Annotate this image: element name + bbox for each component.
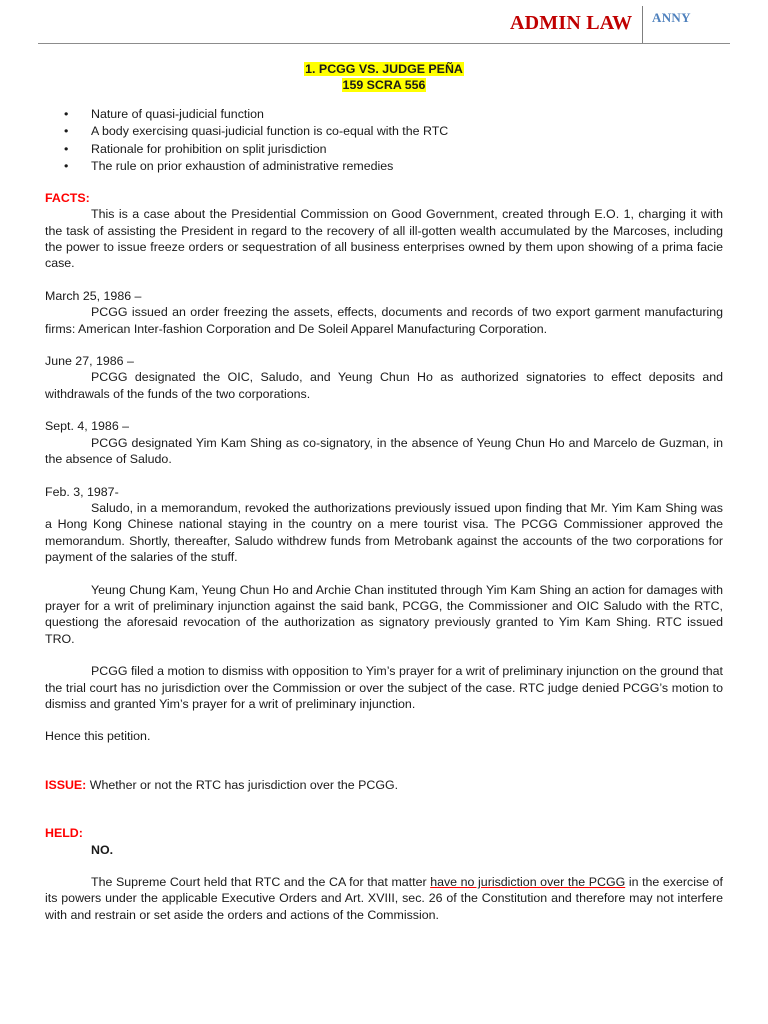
fact-text: PCGG designated Yim Kam Shing as co-signatory, in the absence of Yeung Chun Ho and Marcelo de Guzman, in the absence of Saludo. bbox=[45, 435, 723, 467]
list-item: • A body exercising quasi-judicial function is co-equal with the RTC bbox=[45, 123, 723, 141]
case-title-block bbox=[45, 61, 723, 94]
header-rule bbox=[38, 43, 730, 44]
fact-text: PCGG issued an order freezing the assets, effects, documents and records of two export garment manufacturing firms: American Inter-fashion Corporation and De Soleil Apparel Manufacturing Corporation. bbox=[45, 305, 723, 336]
bullet-icon: • bbox=[64, 141, 69, 156]
facts-label: FACTS: bbox=[45, 190, 90, 205]
list-item: • The rule on prior exhaustion of administrative remedies bbox=[45, 158, 723, 176]
header-author: ANNY bbox=[652, 10, 691, 25]
fact-date: March 25, 1986 – bbox=[45, 288, 142, 303]
facts-section bbox=[45, 190, 723, 745]
list-item: • Rationale for prohibition on split jurisdiction bbox=[45, 141, 723, 159]
fact-text: PCGG designated the OIC, Saludo, and Yeung Chun Ho as authorized signatories to effect deposits and withdrawals of the funds of the two corporations. bbox=[45, 370, 723, 401]
facts-action-paragraph: Yeung Chung Kam, Yeung Chun Ho and Archie Chan instituted through Yim Kam Shing an action for damages with prayer for a writ of preliminary injunction against the said bank, PCGG, the Commissioner and OIC Saludo with the RTC, questiong the aforesaid revocation of the authorization as signatory previously granted to Yim Kam Shing. RTC issued TRO. bbox=[45, 582, 723, 646]
issue-label: ISSUE: bbox=[45, 777, 87, 792]
held-underlined-phrase: have no jurisdiction over the PCGG bbox=[430, 875, 626, 889]
fact-date: Feb. 3, 1987- bbox=[45, 484, 119, 499]
list-item: • Nature of quasi-judicial function bbox=[45, 106, 723, 124]
facts-hence: Hence this petition. bbox=[45, 729, 151, 744]
fact-text: Saludo, in a memorandum, revoked the authorizations previously issued upon finding that Mr. Yim Kam Shing was a Hong Kong Chinese national staying in the country on a mere tourist visa. The PCGG Commissioner approved the memorandum. Shortly, thereafter, Saludo withdrew funds from Metrobank against the accounts of the two corporations for payment of the salaries of the stuff. bbox=[45, 500, 723, 565]
fact-event bbox=[45, 418, 723, 467]
fact-event bbox=[45, 288, 723, 337]
fact-date: June 27, 1986 – bbox=[45, 354, 134, 369]
fact-event bbox=[45, 353, 723, 402]
case-citation: 159 SCRA 556 bbox=[342, 78, 426, 93]
case-title: 1. PCGG VS. JUDGE PEÑA bbox=[305, 62, 463, 76]
held-text: The Supreme Court held that RTC and the CA for that matter have no jurisdiction over the PCGG in the exercise of its powers under the applicable Executive Orders and Art. XVIII, sec. 26 of the Constitution and therefore may not interfere with and restrain or set aside the orders and actions of the Commission. bbox=[45, 875, 723, 922]
fact-event bbox=[45, 484, 723, 566]
held-answer: NO. bbox=[91, 842, 114, 857]
fact-date: Sept. 4, 1986 – bbox=[45, 419, 130, 434]
topics-list bbox=[45, 106, 723, 176]
bullet-icon: • bbox=[64, 159, 69, 174]
held-section bbox=[45, 825, 723, 923]
issue-section bbox=[45, 777, 723, 793]
bullet-icon: • bbox=[64, 124, 69, 139]
header-title: ADMIN LAW bbox=[510, 12, 633, 34]
held-label: HELD: bbox=[45, 826, 83, 841]
facts-intro: This is a case about the Presidential Commission on Good Government, created through E.O. 1, charging it with the task of assisting the President in regard to the recovery of all ill-gotten wealth accumulated by the Marcoses, including the power to issue freeze orders or sequestration of all business enterprises owned by them upon showing of a prima facie case. bbox=[45, 207, 723, 271]
issue-text: Whether or not the RTC has jurisdiction over the PCGG. bbox=[89, 777, 399, 792]
facts-motion-paragraph: PCGG filed a motion to dismiss with opposition to Yim’s prayer for a writ of preliminary injunction on the ground that the trial court has no jurisdiction over the Commission or over the subject of the case. RTC judge denied PCGG’s motion to dismiss and granted Yim’s prayer for a writ of preliminary injunction. bbox=[45, 664, 723, 711]
bullet-icon: • bbox=[64, 106, 69, 121]
document-body bbox=[45, 61, 723, 923]
header-separator bbox=[642, 6, 643, 44]
